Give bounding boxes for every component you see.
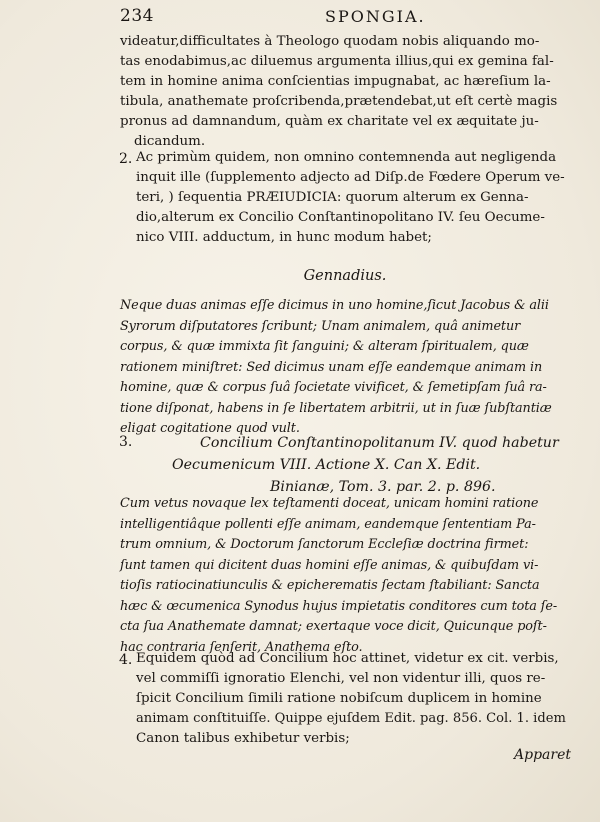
- paragraph-number: 3.: [119, 434, 133, 450]
- text-line: pronus ad damnandum, quàm ex charitate vel ex æquitate ju-: [120, 114, 539, 129]
- quote-line: tione diſponat, habens in ſe libertatem arbitrii, ut in ſuæ ſubſtantiæ: [120, 400, 552, 416]
- paragraph-2: [136, 148, 570, 248]
- catchword: Apparet: [514, 747, 571, 763]
- council-heading: [160, 432, 560, 498]
- quote-line: Neque duas animas eſſe dicimus in uno homine,ſicut Jacobus & alii: [120, 298, 549, 313]
- quote-line: cta ſua Anathemate damnat; exertaque voce dicit, Quicunque poſt-: [120, 619, 547, 634]
- text-line: animam conſtituiſſe. Quippe ejuſdem Edit. pag. 856. Col. 1. idem: [136, 711, 566, 726]
- heading-line: Oecumenicum VIII. Actione X. Can X. Edit.: [172, 457, 481, 473]
- quote-line: corpus, & quæ immixta ſit ſanguini; & alteram ſpiritualem, quæ: [120, 339, 529, 354]
- quotation-gennadius: [120, 296, 570, 440]
- quote-line: Syrorum diſputatores ſcribunt; Unam animalem, quâ animetur: [120, 318, 521, 334]
- text-line: tem in homine anima conſcientias impugnabat, ac hæreſium la-: [120, 74, 551, 89]
- text-line: tibula, anathemate proſcribenda,prætendebat,ut eſt certè magis: [120, 94, 558, 109]
- quote-line: tioſis ratiocinatiunculis & epicherematis ſectam ſtabiliant: Sancta: [120, 578, 540, 593]
- text-line: Ac primùm quidem, non omnino contemnenda aut negligenda: [136, 150, 557, 165]
- paragraph-number: 4.: [119, 652, 133, 668]
- text-line: Canon talibus exhibetur verbis;: [136, 731, 350, 746]
- text-line: dio,alterum ex Concilio Conſtantinopolitano IV. ſeu Oecume-: [136, 210, 545, 225]
- quote-line: hac contraria ſenſerit, Anathema eſto.: [120, 639, 363, 655]
- paragraph-1: [120, 32, 570, 152]
- quote-line: trum omnium, & Doctorum ſanctorum Eccleſiæ doctrina firmet:: [120, 537, 529, 552]
- paragraph-4: [136, 649, 570, 749]
- text-line: teri, ) ſequentia PRÆIUDICIA: quorum alterum ex Genna-: [136, 190, 529, 205]
- text-line: vel commiſſi ignoratio Elenchi, vel non videntur illi, quos re-: [136, 671, 546, 686]
- quote-line: ſunt tamen qui dicitent duas homini eſſe animas, & quibuſdam vi-: [120, 557, 539, 573]
- text-line: nico VIII. adductum, in hunc modum habet;: [136, 230, 432, 245]
- quote-line: eligat cogitatione quod vult.: [120, 421, 300, 436]
- page-header: [120, 6, 570, 28]
- text-line: ſpicit Concilium ſimili ratione nobiſcum duplicem in homine: [136, 691, 542, 706]
- quote-line: intelligentiâque pollenti eſſe animam, eandemque ſententiam Pa-: [120, 516, 536, 532]
- section-heading-gennadius: Gennadius.: [303, 268, 387, 284]
- text-line: Equidem quòd ad Concilium hoc attinet, videtur ex cit. verbis,: [136, 651, 559, 666]
- text-line: tas enodabimus,ac diluemus argumenta illius,qui ex gemina fal-: [120, 54, 554, 69]
- page-number: 234: [120, 6, 154, 26]
- running-head: SPONGIA.: [325, 7, 426, 26]
- heading-line: Concilium Conſtantinopolitanum IV. quod habetur: [200, 435, 559, 451]
- text-line: videatur,difficultates à Theologo quodam nobis aliquando mo-: [120, 34, 540, 49]
- quote-line: Cum vetus novaque lex teſtamenti doceat, unicam homini ratione: [120, 496, 539, 511]
- heading-line: Binianæ, Tom. 3. par. 2. p. 896.: [270, 479, 496, 495]
- quote-line: rationem miniſtret: Sed dicimus unam eſſe eandemque animam in: [120, 359, 543, 375]
- quote-line: homine, quæ & corpus ſuâ ſocietate vivificet, & ſemetipſam ſuâ ra-: [120, 380, 547, 395]
- paragraph-number: 2.: [119, 151, 133, 167]
- quote-line: hæc & œcumenica Synodus hujus impietatis conditores cum tota ſe-: [120, 598, 558, 614]
- quotation-council: [120, 494, 570, 658]
- text-line: inquit ille (ſupplemento adjecto ad Diſp.de Fœdere Operum ve-: [136, 170, 565, 185]
- text-line: dicandum.: [134, 134, 206, 149]
